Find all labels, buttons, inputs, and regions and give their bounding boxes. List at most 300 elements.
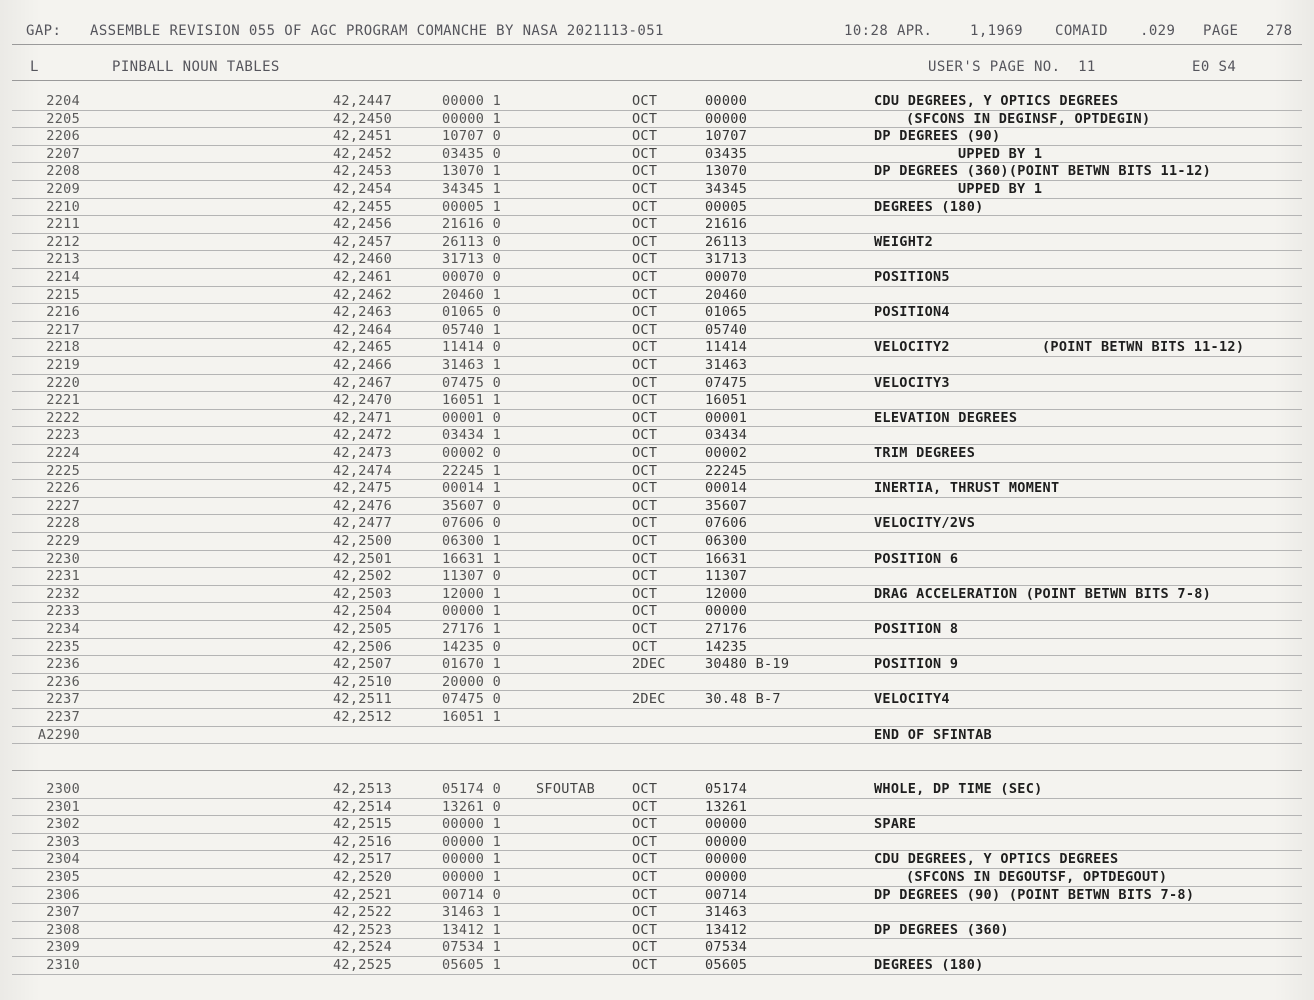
address: 42,2515: [333, 816, 392, 833]
header-comaid: COMAID: [1055, 23, 1108, 39]
line-number: 2204: [46, 93, 80, 109]
opcode: OCT: [632, 93, 658, 109]
listing-row: [0, 128, 1314, 146]
listing-row: [0, 146, 1314, 164]
opcode: OCT: [632, 392, 658, 409]
line-number: 2215: [46, 286, 80, 303]
header-version: .029: [1140, 23, 1176, 39]
line-number: 2211: [46, 216, 80, 233]
comment: (SFCONS IN DEGOUTSF, OPTDEGOUT): [906, 869, 1168, 885]
line-number: 2227: [46, 497, 80, 514]
operand: 07475: [705, 374, 748, 391]
comment: END OF SFINTAB: [874, 726, 992, 743]
address: 42,2447: [333, 93, 392, 109]
address: 42,2503: [333, 585, 392, 602]
line-number: 2220: [46, 374, 80, 391]
address: 42,2517: [333, 851, 392, 868]
operand: 00005: [705, 198, 748, 215]
comment-note: (POINT BETWN BITS 11-12): [1042, 339, 1245, 356]
opcode: OCT: [632, 585, 658, 602]
address: 42,2457: [333, 233, 392, 250]
opcode: OCT: [632, 480, 658, 497]
memory-word: 07606 0: [442, 515, 501, 532]
line-number: 2308: [46, 921, 80, 938]
address: 42,2521: [333, 886, 392, 903]
line-number: 2224: [46, 445, 80, 461]
operand: 16051: [705, 392, 748, 409]
operand: 20460: [705, 286, 748, 303]
listing-row: [0, 375, 1314, 393]
address: 42,2475: [333, 480, 392, 497]
memory-word: 31463 1: [442, 904, 501, 921]
opcode: OCT: [632, 638, 658, 655]
operand: 13261: [705, 798, 748, 815]
comment: (SFCONS IN DEGINSF, OPTDEGIN): [906, 110, 1151, 127]
memory-word: 03434 1: [442, 427, 501, 444]
opcode: OCT: [632, 198, 658, 215]
memory-word: 05174 0: [442, 781, 501, 797]
memory-word: 13261 0: [442, 798, 501, 815]
comment: POSITION 6: [874, 550, 959, 567]
operand: 31463: [705, 357, 748, 373]
memory-word: 05605 1: [442, 957, 501, 973]
operand: 31713: [705, 251, 748, 268]
opcode: OCT: [632, 515, 658, 532]
opcode: OCT: [632, 321, 658, 338]
opcode: OCT: [632, 869, 658, 885]
operand: 07534: [705, 939, 748, 956]
opcode: 2DEC: [632, 656, 666, 673]
memory-word: 07475 0: [442, 691, 501, 708]
address: 42,2522: [333, 904, 392, 921]
opcode: OCT: [632, 357, 658, 373]
listing-row: [0, 691, 1314, 709]
operand: 00000: [705, 869, 748, 885]
address: 42,2507: [333, 656, 392, 673]
comment: DP DEGREES (90) (POINT BETWN BITS 7-8): [874, 886, 1195, 903]
listing-row: [0, 551, 1314, 569]
listing-row: [0, 851, 1314, 869]
line-number: 2236: [46, 656, 80, 673]
divider: [12, 80, 1302, 81]
opcode: OCT: [632, 409, 658, 426]
memory-word: 07475 0: [442, 374, 501, 391]
line-number: 2218: [46, 339, 80, 356]
opcode: OCT: [632, 128, 658, 145]
address: 42,2504: [333, 603, 392, 620]
listing-row: [0, 163, 1314, 181]
operand: 00000: [705, 93, 748, 109]
listing-row: [0, 463, 1314, 481]
address: 42,2473: [333, 445, 392, 461]
line-number: 2223: [46, 427, 80, 444]
opcode: OCT: [632, 921, 658, 938]
listing-row: [0, 269, 1314, 287]
opcode: OCT: [632, 216, 658, 233]
line-number: 2209: [46, 181, 80, 197]
address: 42,2456: [333, 216, 392, 233]
line-number: 2207: [46, 145, 80, 162]
memory-word: 11307 0: [442, 568, 501, 585]
address: 42,2455: [333, 198, 392, 215]
comment: POSITION 9: [874, 656, 959, 673]
address: 42,2462: [333, 286, 392, 303]
memory-word: 14235 0: [442, 638, 501, 655]
comment: UPPED BY 1: [958, 145, 1043, 162]
operand: 34345: [705, 181, 748, 197]
memory-word: 00014 1: [442, 480, 501, 497]
line-number: 2237: [46, 709, 80, 725]
line-number: 2306: [46, 886, 80, 903]
memory-word: 20000 0: [442, 673, 501, 690]
line-number: 2217: [46, 321, 80, 338]
address: 42,2452: [333, 145, 392, 162]
operand: 26113: [705, 233, 748, 250]
memory-word: 00000 1: [442, 110, 501, 127]
line-number: 2233: [46, 603, 80, 620]
operand: 00714: [705, 886, 748, 903]
operand: 30480 B-19: [705, 656, 790, 673]
operand: 03434: [705, 427, 748, 444]
listing-row: [0, 234, 1314, 252]
listing-row: [0, 586, 1314, 604]
section-title: PINBALL NOUN TABLES: [112, 59, 280, 75]
line-number: 2225: [46, 462, 80, 479]
header-page-number: 278: [1266, 23, 1293, 39]
comment: VELOCITY4: [874, 691, 950, 708]
memory-word: 22245 1: [442, 462, 501, 479]
line-number: 2304: [46, 851, 80, 868]
line-number: 2231: [46, 568, 80, 585]
line-number: 2205: [46, 110, 80, 127]
memory-word: 00000 1: [442, 869, 501, 885]
listing-row: [0, 904, 1314, 922]
operand: 12000: [705, 585, 748, 602]
listing-row: [0, 816, 1314, 834]
listing-row: [0, 887, 1314, 905]
comment: VELOCITY/2VS: [874, 515, 976, 532]
opcode: OCT: [632, 533, 658, 549]
address: 42,2523: [333, 921, 392, 938]
comment: VELOCITY2: [874, 339, 950, 356]
operand: 01065: [705, 304, 748, 321]
operand: 00000: [705, 110, 748, 127]
opcode: OCT: [632, 904, 658, 921]
memory-word: 05740 1: [442, 321, 501, 338]
operand: 00000: [705, 851, 748, 868]
listing-row: [0, 656, 1314, 674]
address: 42,2453: [333, 163, 392, 180]
comment: CDU DEGREES, Y OPTICS DEGREES: [874, 851, 1119, 868]
opcode: OCT: [632, 550, 658, 567]
comment: WEIGHT2: [874, 233, 933, 250]
operand: 07606: [705, 515, 748, 532]
opcode: OCT: [632, 110, 658, 127]
line-number: 2222: [46, 409, 80, 426]
listing-row: [0, 799, 1314, 817]
address: 42,2506: [333, 638, 392, 655]
operand: 06300: [705, 533, 748, 549]
address: 42,2477: [333, 515, 392, 532]
address: 42,2466: [333, 357, 392, 373]
memory-word: 10707 0: [442, 128, 501, 145]
comment: TRIM DEGREES: [874, 445, 976, 461]
listing-row: [0, 869, 1314, 887]
listing-row: [0, 251, 1314, 269]
line-number: 2234: [46, 621, 80, 637]
line-number: 2230: [46, 550, 80, 567]
opcode: OCT: [632, 798, 658, 815]
memory-word: 13412 1: [442, 921, 501, 938]
memory-word: 31463 1: [442, 357, 501, 373]
address: 42,2471: [333, 409, 392, 426]
operand: 05174: [705, 781, 748, 797]
comment: UPPED BY 1: [958, 181, 1043, 197]
opcode: OCT: [632, 286, 658, 303]
address: 42,2511: [333, 691, 392, 708]
listing-row: [0, 480, 1314, 498]
memory-word: 00002 0: [442, 445, 501, 461]
operand: 27176: [705, 621, 748, 637]
header-date: 1,1969: [970, 23, 1023, 39]
comment: DP DEGREES (360): [874, 921, 1009, 938]
opcode: OCT: [632, 886, 658, 903]
header-prefix: GAP:: [26, 23, 62, 39]
divider: [12, 44, 1302, 45]
memory-word: 16051 1: [442, 392, 501, 409]
operand: 11307: [705, 568, 748, 585]
address: 42,2470: [333, 392, 392, 409]
address: 42,2450: [333, 110, 392, 127]
address: 42,2476: [333, 497, 392, 514]
opcode: OCT: [632, 304, 658, 321]
memory-word: 13070 1: [442, 163, 501, 180]
comment: POSITION5: [874, 269, 950, 285]
memory-word: 35607 0: [442, 497, 501, 514]
opcode: OCT: [632, 621, 658, 637]
opcode: OCT: [632, 462, 658, 479]
memory-word: 21616 0: [442, 216, 501, 233]
address: 42,2502: [333, 568, 392, 585]
section-code: E0 S4: [1192, 59, 1237, 75]
comment: SPARE: [874, 816, 917, 833]
memory-word: 27176 1: [442, 621, 501, 637]
listing-row: [0, 674, 1314, 692]
line-number: 2235: [46, 638, 80, 655]
opcode: OCT: [632, 427, 658, 444]
listing-row: [0, 93, 1314, 111]
line-number: 2300: [46, 781, 80, 797]
comment: DEGREES (180): [874, 957, 984, 973]
address: 42,2467: [333, 374, 392, 391]
address: 42,2463: [333, 304, 392, 321]
memory-word: 07534 1: [442, 939, 501, 956]
address: 42,2514: [333, 798, 392, 815]
operand: 00070: [705, 269, 748, 285]
divider: [12, 770, 1302, 771]
memory-word: 00714 0: [442, 886, 501, 903]
listing-row: [0, 515, 1314, 533]
memory-word: 16631 1: [442, 550, 501, 567]
address: 42,2465: [333, 339, 392, 356]
line-number: 2213: [46, 251, 80, 268]
comment: INERTIA, THRUST MOMENT: [874, 480, 1060, 497]
listing-row: [0, 621, 1314, 639]
line-number: 2229: [46, 533, 80, 549]
symbol-label: SFOUTAB: [536, 781, 595, 797]
opcode: OCT: [632, 851, 658, 868]
operand: 31463: [705, 904, 748, 921]
line-number: 2226: [46, 480, 80, 497]
listing-row: [0, 287, 1314, 305]
operand: 11414: [705, 339, 748, 356]
comment: VELOCITY3: [874, 374, 950, 391]
comment: DP DEGREES (360)(POINT BETWN BITS 11-12): [874, 163, 1212, 180]
memory-word: 20460 1: [442, 286, 501, 303]
line-number: 2309: [46, 939, 80, 956]
memory-word: 00000 1: [442, 816, 501, 833]
opcode: OCT: [632, 497, 658, 514]
line-number: 2228: [46, 515, 80, 532]
address: 42,2460: [333, 251, 392, 268]
operand: 00001: [705, 409, 748, 426]
comment: CDU DEGREES, Y OPTICS DEGREES: [874, 93, 1119, 109]
listing-row: [0, 304, 1314, 322]
operand: 00000: [705, 833, 748, 850]
comment: POSITION 8: [874, 621, 959, 637]
comment: DEGREES (180): [874, 198, 984, 215]
line-number: 2302: [46, 816, 80, 833]
memory-word: 26113 0: [442, 233, 501, 250]
listing-row: [0, 216, 1314, 234]
listing-row: [0, 834, 1314, 852]
assembly-header: [0, 22, 1314, 40]
line-number: 2301: [46, 798, 80, 815]
opcode: OCT: [632, 568, 658, 585]
listing-row: [0, 603, 1314, 621]
opcode: OCT: [632, 445, 658, 461]
memory-word: 00000 1: [442, 93, 501, 109]
line-number: 2214: [46, 269, 80, 285]
address: 42,2510: [333, 673, 392, 690]
operand: 30.48 B-7: [705, 691, 781, 708]
line-number: 2305: [46, 869, 80, 885]
address: 42,2472: [333, 427, 392, 444]
opcode: OCT: [632, 163, 658, 180]
comment: POSITION4: [874, 304, 950, 321]
memory-word: 34345 1: [442, 181, 501, 197]
memory-word: 16051 1: [442, 709, 501, 725]
opcode: OCT: [632, 374, 658, 391]
address: 42,2524: [333, 939, 392, 956]
line-number: 2221: [46, 392, 80, 409]
memory-word: 00070 0: [442, 269, 501, 285]
comment: DRAG ACCELERATION (POINT BETWN BITS 7-8): [874, 585, 1212, 602]
memory-word: 00000 1: [442, 603, 501, 620]
opcode: 2DEC: [632, 691, 666, 708]
memory-word: 01065 0: [442, 304, 501, 321]
line-number: 2210: [46, 198, 80, 215]
address: 42,2500: [333, 533, 392, 549]
opcode: OCT: [632, 833, 658, 850]
listing-row: [0, 939, 1314, 957]
operand: 14235: [705, 638, 748, 655]
user-page-number: USER'S PAGE NO. 11: [928, 59, 1096, 75]
opcode: OCT: [632, 145, 658, 162]
address: 42,2512: [333, 709, 392, 725]
line-number: 2219: [46, 357, 80, 373]
operand: 05605: [705, 957, 748, 973]
opcode: OCT: [632, 781, 658, 797]
header-title: ASSEMBLE REVISION 055 OF AGC PROGRAM COMANCHE BY NASA 2021113-051: [90, 23, 664, 39]
listing-row: [0, 922, 1314, 940]
listing-row: [0, 533, 1314, 551]
listing-row: [0, 498, 1314, 516]
memory-word: 11414 0: [442, 339, 501, 356]
memory-word: 00005 1: [442, 198, 501, 215]
line-number: 2237: [46, 691, 80, 708]
section-header: [0, 58, 1314, 76]
listing-row: [0, 957, 1314, 975]
listing-row: [0, 392, 1314, 410]
listing-row: [0, 427, 1314, 445]
header-time: 10:28 APR.: [844, 23, 933, 39]
memory-word: 00001 0: [442, 409, 501, 426]
address: 42,2501: [333, 550, 392, 567]
header-page-label: PAGE: [1203, 23, 1239, 39]
line-number: 2310: [46, 957, 80, 973]
opcode: OCT: [632, 339, 658, 356]
memory-word: 31713 0: [442, 251, 501, 268]
memory-word: 01670 1: [442, 656, 501, 673]
listing-row: [0, 781, 1314, 799]
line-number: 2307: [46, 904, 80, 921]
listing-row: [0, 727, 1314, 745]
line-number: 2236: [46, 673, 80, 690]
line-number: 2216: [46, 304, 80, 321]
comment: ELEVATION DEGREES: [874, 409, 1018, 426]
address: 42,2454: [333, 181, 392, 197]
line-number: A2290: [37, 726, 80, 743]
line-number: 2206: [46, 128, 80, 145]
listing-row: [0, 181, 1314, 199]
address: 42,2525: [333, 957, 392, 973]
operand: 10707: [705, 128, 748, 145]
listing-row: [0, 568, 1314, 586]
line-number: 2232: [46, 585, 80, 602]
opcode: OCT: [632, 603, 658, 620]
section-tag: L: [30, 59, 39, 75]
operand: 05740: [705, 321, 748, 338]
listing-row: [0, 322, 1314, 340]
opcode: OCT: [632, 233, 658, 250]
listing-row: [0, 639, 1314, 657]
address: 42,2520: [333, 869, 392, 885]
operand: 13070: [705, 163, 748, 180]
memory-word: 03435 0: [442, 145, 501, 162]
operand: 00002: [705, 445, 748, 461]
line-number: 2208: [46, 163, 80, 180]
memory-word: 00000 1: [442, 833, 501, 850]
address: 42,2451: [333, 128, 392, 145]
opcode: OCT: [632, 251, 658, 268]
address: 42,2474: [333, 462, 392, 479]
listing-row: [0, 357, 1314, 375]
address: 42,2516: [333, 833, 392, 850]
opcode: OCT: [632, 939, 658, 956]
operand: 16631: [705, 550, 748, 567]
operand: 00000: [705, 603, 748, 620]
